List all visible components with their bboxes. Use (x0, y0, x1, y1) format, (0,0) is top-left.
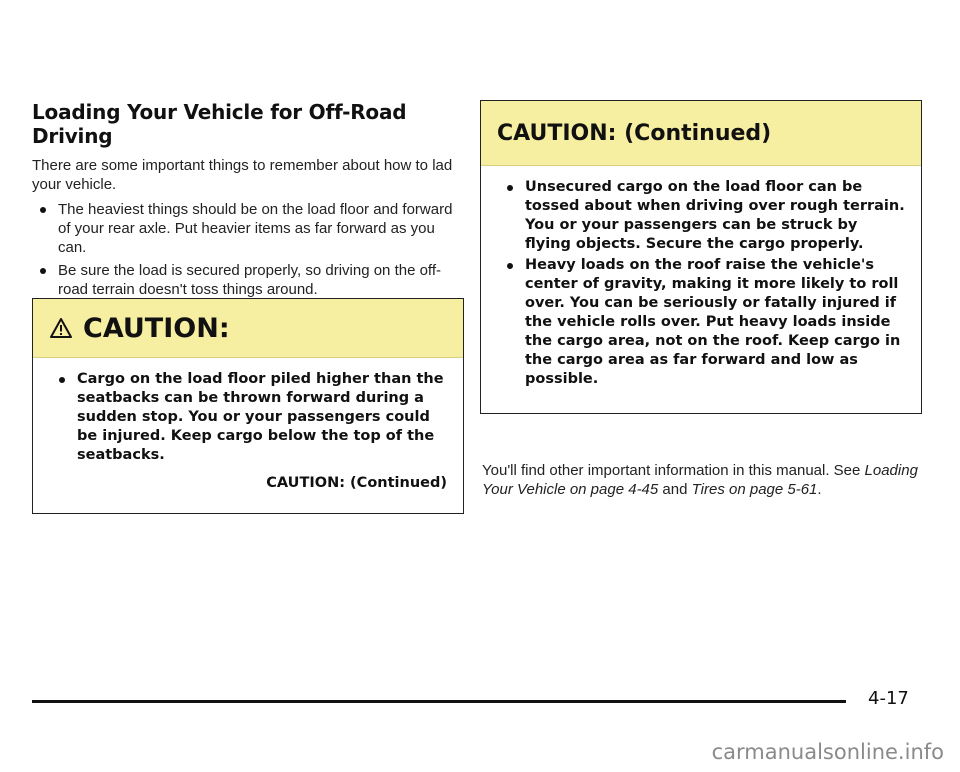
reference-link-loading: Loading Your Vehicle on page 4-45 (482, 462, 918, 498)
list-item: Heavy loads on the roof raise the vehicle's center of gravity, making it more likely to roll over. You can be seriously or fatally injured if the vehicle rolls over. Put heavy loads inside the cargo area, not on the roof. Keep cargo in the cargo area as far forward and low as possible. (497, 256, 905, 389)
loading-tips-list (32, 200, 462, 299)
footer-rule (32, 700, 846, 703)
caution-continued-header (481, 101, 921, 166)
caution-title: CAUTION: (49, 313, 230, 344)
list-item: The heaviest things should be on the load floor and forward of your rear axle. Put heavier items as far forward as you can. (32, 200, 462, 257)
caution-continued-box (480, 100, 922, 414)
bullet-icon (40, 268, 46, 274)
bullet-icon (507, 263, 513, 269)
list-item: Cargo on the load floor piled higher than the seatbacks can be thrown forward during a sudden stop. You or your passengers could be injured. Keep cargo below the top of the seatbacks. (49, 370, 447, 465)
list-item: Unsecured cargo on the load floor can be tossed about when driving over rough terrain. You or your passengers can be struck by flying objects. Secure the cargo properly. (497, 178, 905, 254)
caution-body (33, 358, 463, 501)
bullet-icon (59, 377, 65, 383)
caution-header (33, 299, 463, 358)
list-item: Be sure the load is secured properly, so driving on the off-road terrain doesn't toss things around. (32, 261, 462, 299)
caution-box (32, 298, 464, 514)
bullet-icon (40, 207, 46, 213)
page-number: 4-17 (868, 688, 909, 709)
left-column (32, 100, 462, 303)
caution-continued-body (481, 166, 921, 401)
caution-continued-list (497, 178, 905, 389)
reference-paragraph: You'll find other important information in this manual. See Loading Your Vehicle on page 4-45 and Tires on page 5-61. (482, 462, 918, 498)
caution-continued-title: CAUTION: (Continued) (497, 120, 772, 146)
caution-continued-label: CAUTION: (Continued) (266, 475, 447, 491)
warning-triangle-icon (49, 317, 73, 339)
section-heading: Loading Your Vehicle for Off-Road Driving (32, 100, 407, 148)
intro-paragraph: There are some important things to remember about how to lad your vehicle. (32, 157, 453, 193)
watermark: carmanualsonline.info (711, 740, 944, 764)
reference-link-tires: Tires on page 5-61 (691, 481, 818, 498)
bullet-icon (507, 185, 513, 191)
caution-list (49, 370, 447, 465)
